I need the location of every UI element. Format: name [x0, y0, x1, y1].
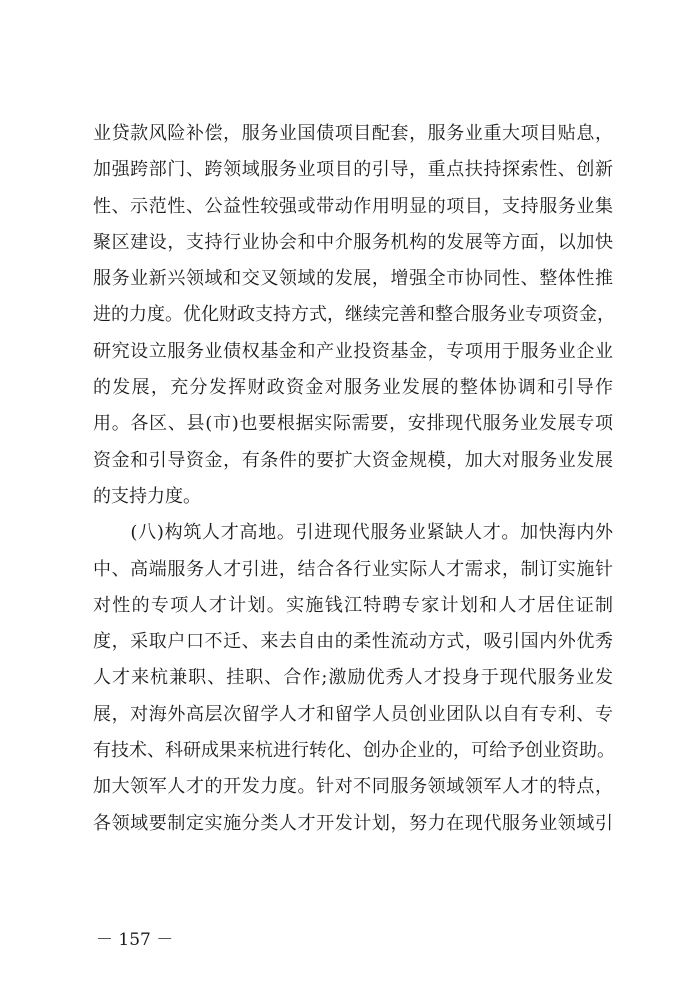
text-line: 的发展，充分发挥财政资金对服务业发展的整体协调和引导作: [93, 377, 613, 399]
text-line: 资金和引导资金，有条件的要扩大资金规模，加大对服务业发展: [93, 449, 613, 471]
text-line: 各领域要制定实施分类人才开发计划，努力在现代服务业领域引: [93, 812, 613, 834]
body-text: [93, 116, 613, 842]
text-line: 进的力度。优化财政支持方式，继续完善和整合服务业专项资金，: [93, 304, 615, 326]
text-line: 中、高端服务人才引进，结合各行业实际人才需求，制订实施针: [93, 558, 613, 580]
text-line: 度，采取户口不迁、来去自由的柔性流动方式，吸引国内外优秀: [93, 631, 613, 653]
text-line: 用。各区、县(市)也要根据实际需要，安排现代服务业发展专项: [93, 413, 613, 435]
text-line: 业贷款风险补偿，服务业国债项目配套，服务业重大项目贴息，: [93, 123, 613, 144]
text-line: 服务业新兴领域和交叉领域的发展，增强全市协同性、整体性推: [93, 268, 613, 290]
text-line: 对性的专项人才计划。实施钱江特聘专家计划和人才居住证制: [93, 594, 613, 616]
text-line: 研究设立服务业债权基金和产业投资基金，专项用于服务业企业: [93, 340, 613, 362]
section-heading-line: (八)构筑人才高地。引进现代服务业紧缺人才。加快海内外: [93, 522, 613, 544]
text-line: 性、示范性、公益性较强或带动作用明显的项目，支持服务业集: [93, 195, 613, 217]
text-line: 加强跨部门、跨领域服务业项目的引导，重点扶持探索性、创新: [93, 159, 613, 181]
text-line: 人才来杭兼职、挂职、合作;激励优秀人才投身于现代服务业发: [93, 667, 613, 689]
text-line: 加大领军人才的开发力度。针对不同服务领域领军人才的特点，: [93, 776, 613, 798]
text-line: 聚区建设，支持行业协会和中介服务机构的发展等方面，以加快: [93, 231, 613, 253]
paragraph-end-line: 的支持力度。: [93, 485, 201, 507]
text-line: 有技术、科研成果来杭进行转化、创办企业的，可给予创业资助。: [93, 740, 615, 762]
text-line: 展，对海外高层次留学人才和留学人员创业团队以自有专利、专: [93, 703, 613, 725]
page-number: － 157 －: [96, 930, 174, 950]
